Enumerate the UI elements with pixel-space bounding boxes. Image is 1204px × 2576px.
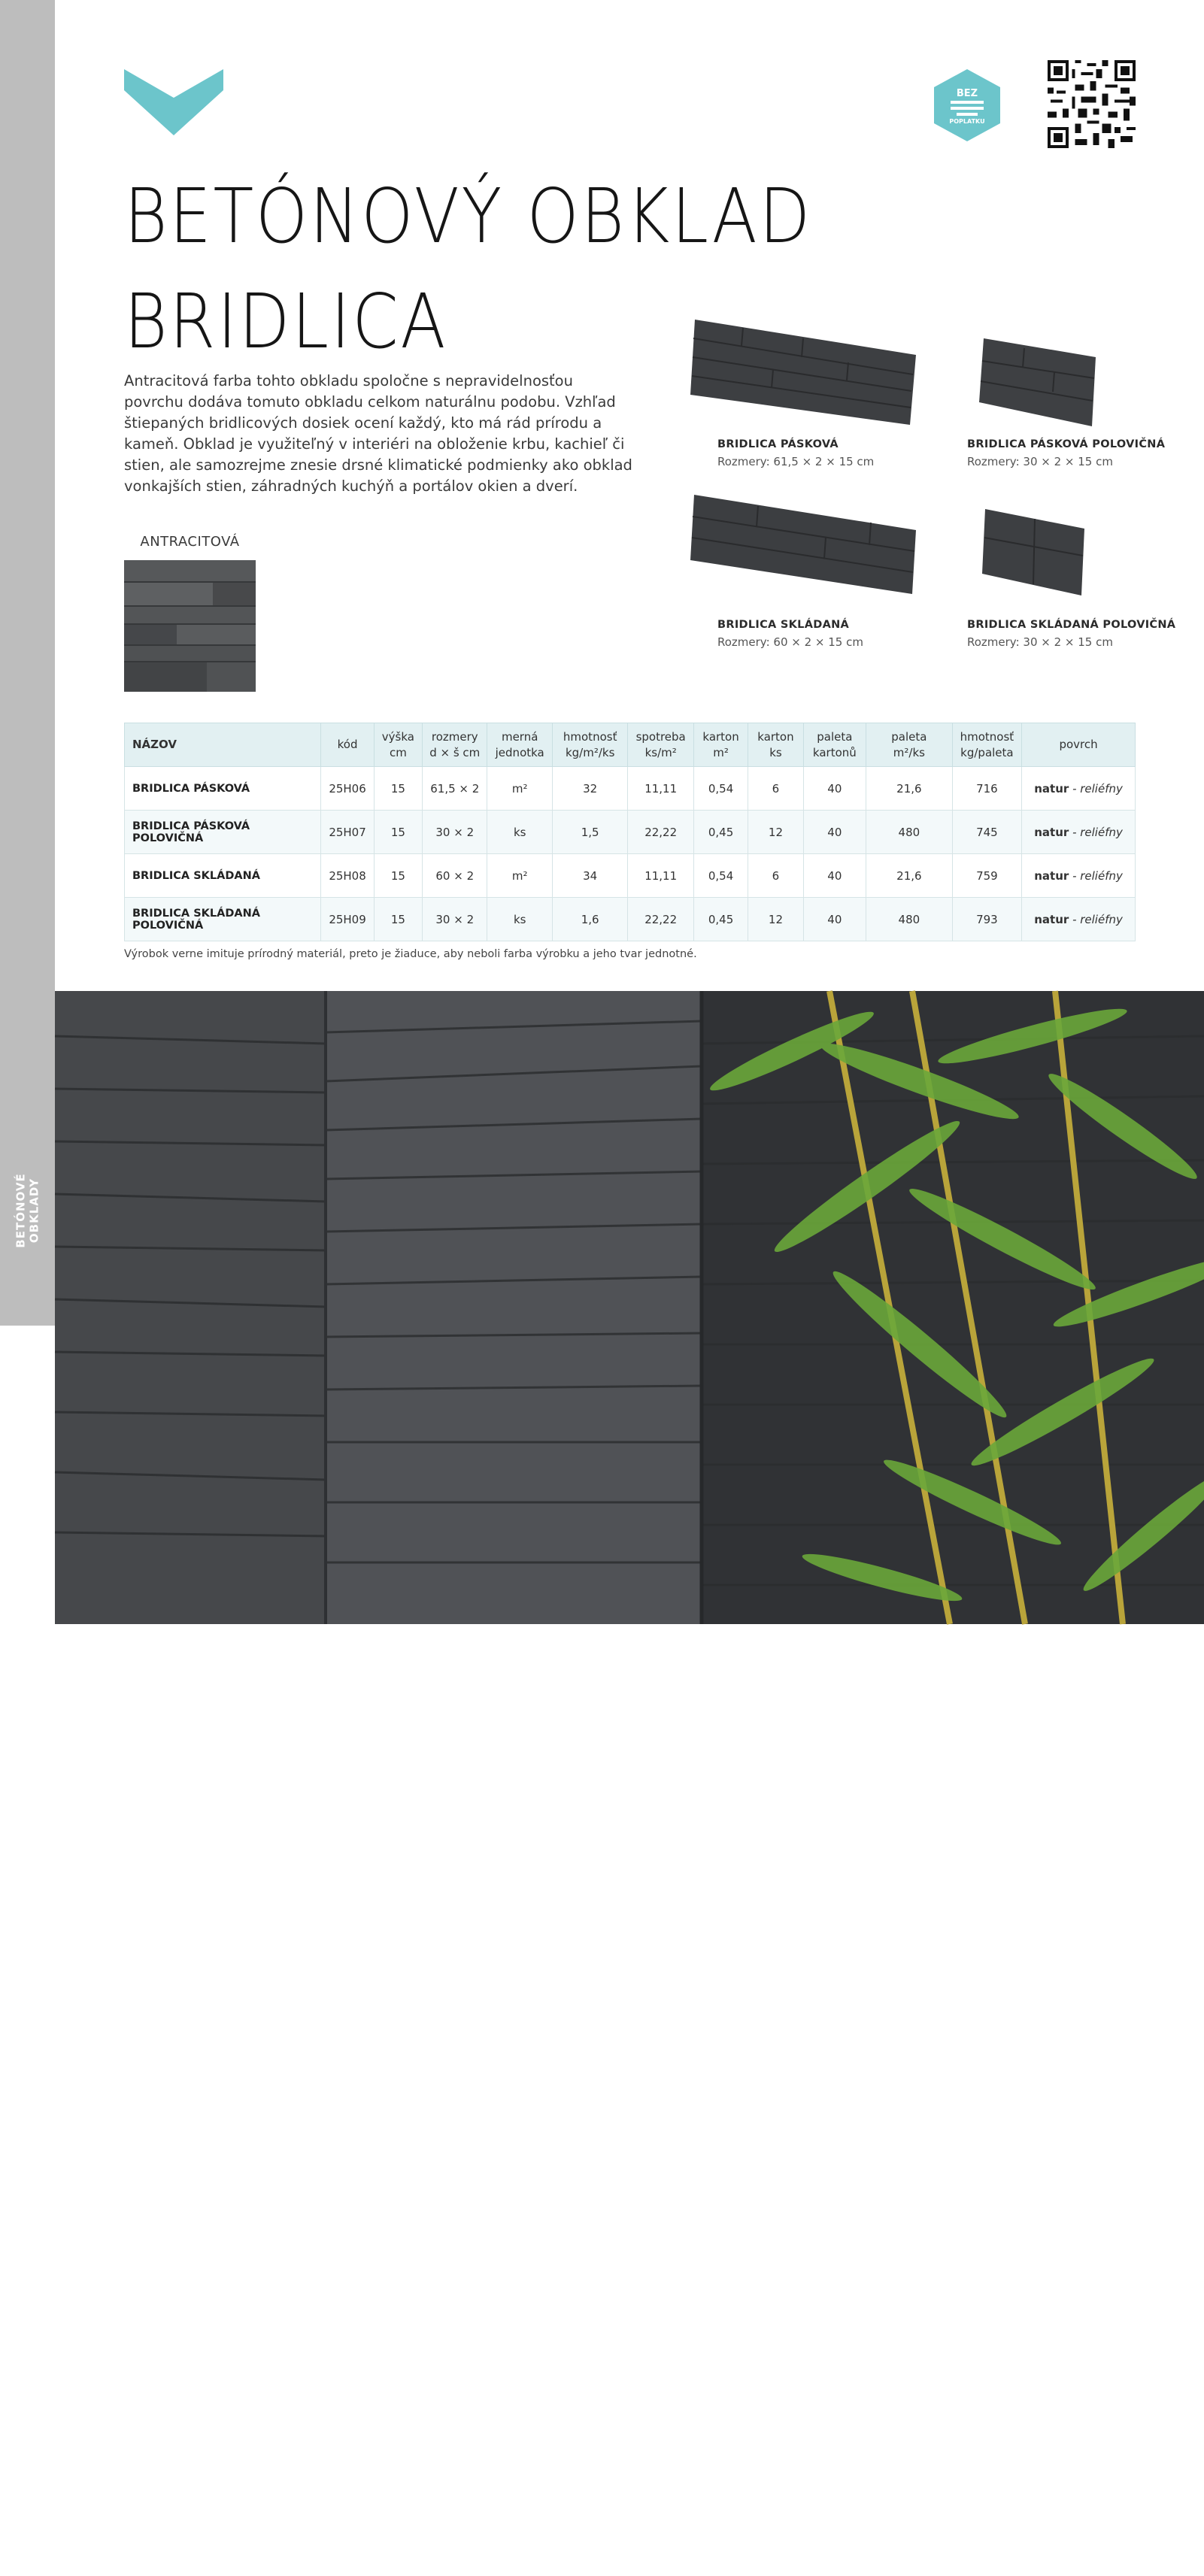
surface-cell: [1022, 898, 1136, 941]
product-name: BRIDLICA PÁSKOVÁ POLOVIČNÁ: [967, 438, 1166, 450]
header-cell: spotreba ks/m²: [628, 723, 693, 767]
table-cell: 15: [374, 898, 422, 941]
table-cell: 30 × 2: [423, 811, 487, 854]
table-cell: 11,11: [628, 854, 693, 898]
header-cell: karton m²: [693, 723, 748, 767]
header-cell: hmotnosť kg/paleta: [952, 723, 1021, 767]
table-cell: 60 × 2: [423, 854, 487, 898]
sidebar-strip: [0, 0, 55, 1326]
product-card: [967, 335, 1182, 474]
table-cell: 793: [952, 898, 1021, 941]
table-cell: 6: [748, 767, 803, 811]
table-row: [125, 898, 1136, 941]
surface-type: natur: [1034, 781, 1069, 796]
product-card: [690, 316, 931, 474]
photo-caption: BRIDLICA PÁSKOVÁ - ANTRACITOVÁ: [831, 2557, 1133, 2576]
product-name: BRIDLICA SKLÁDANÁ POLOVIČNÁ: [967, 619, 1176, 631]
table-row: [125, 854, 1136, 898]
header-cell: hmotnosť kg/m²/ks: [552, 723, 628, 767]
table-cell: 12: [748, 898, 803, 941]
header-cell: výška cm: [374, 723, 422, 767]
table-header-row: [125, 723, 1136, 767]
table-cell: 745: [952, 811, 1021, 854]
disclaimer-note: Výrobok verne imituje prírodný materiál, preto je žiaduce, aby neboli farba výrobku a jeho tvar jednotné.: [124, 948, 697, 960]
product-card: [690, 492, 931, 654]
surface-cell: [1022, 811, 1136, 854]
table-cell: 0,45: [693, 898, 748, 941]
product-image: [982, 508, 1087, 598]
swatch-label: ANTRACITOVÁ: [140, 534, 240, 550]
product-dims: Rozmery: 30 × 2 × 15 cm: [967, 455, 1113, 468]
surface-detail: - reliéfny: [1069, 868, 1123, 883]
page-number: 208: [124, 2557, 156, 2576]
table-cell: 6: [748, 854, 803, 898]
table-cell: 32: [552, 767, 628, 811]
surface-detail: - reliéfny: [1069, 825, 1123, 839]
header-cell: kód: [321, 723, 374, 767]
sidebar-label-line1: BETÓNOVÉ: [14, 1173, 28, 1248]
table-cell: 11,11: [628, 767, 693, 811]
product-dims: Rozmery: 61,5 × 2 × 15 cm: [717, 455, 875, 468]
table-cell: ks: [487, 811, 552, 854]
surface-type: natur: [1034, 868, 1069, 883]
qr-code-icon[interactable]: [1048, 60, 1136, 148]
table-cell: 15: [374, 854, 422, 898]
table-cell: 15: [374, 767, 422, 811]
table-cell: 25H06: [321, 767, 374, 811]
header-cell: karton ks: [748, 723, 803, 767]
brand-chevron-icon: [124, 69, 223, 135]
surface-cell: [1022, 854, 1136, 898]
badge-text-bottom: POPLATKU: [949, 118, 985, 125]
table-cell: 40: [803, 811, 866, 854]
header-cell: povrch: [1022, 723, 1136, 767]
table-cell: 0,54: [693, 854, 748, 898]
product-image: [690, 492, 920, 598]
spec-table: [124, 723, 1136, 941]
table-cell: 15: [374, 811, 422, 854]
table-cell: ks: [487, 898, 552, 941]
product-image: [690, 316, 920, 429]
surface-detail: - reliéfny: [1069, 912, 1123, 926]
table-row: [125, 811, 1136, 854]
table-cell: 22,22: [628, 811, 693, 854]
table-cell: 34: [552, 854, 628, 898]
table-cell: m²: [487, 854, 552, 898]
table-row: [125, 767, 1136, 811]
product-photo: [55, 991, 1204, 2576]
row-name-cell: BRIDLICA PÁSKOVÁ: [125, 767, 321, 811]
table-cell: 40: [803, 854, 866, 898]
table-cell: 0,45: [693, 811, 748, 854]
table-cell: 480: [866, 898, 953, 941]
product-image: [979, 335, 1099, 429]
table-cell: 12: [748, 811, 803, 854]
table-cell: 25H08: [321, 854, 374, 898]
surface-type: natur: [1034, 912, 1069, 926]
color-swatch-image: [124, 560, 256, 692]
surface-cell: [1022, 767, 1136, 811]
sidebar-label-line2: OBKLADY: [27, 1177, 41, 1244]
sidebar-section-label: [0, 1135, 55, 1286]
table-cell: 30 × 2: [423, 898, 487, 941]
no-fee-badge-icon: [934, 69, 1000, 141]
surface-detail: - reliéfny: [1069, 781, 1123, 796]
table-cell: 25H07: [321, 811, 374, 854]
product-name: BRIDLICA SKLÁDANÁ: [717, 619, 850, 631]
header-cell: NÁZOV: [125, 723, 321, 767]
table-cell: 25H09: [321, 898, 374, 941]
product-dims: Rozmery: 60 × 2 × 15 cm: [717, 635, 863, 649]
table-cell: 759: [952, 854, 1021, 898]
row-name-cell: BRIDLICA PÁSKOVÁ POLOVIČNÁ: [125, 811, 321, 854]
table-cell: 716: [952, 767, 1021, 811]
product-name: BRIDLICA PÁSKOVÁ: [717, 438, 839, 450]
table-cell: 480: [866, 811, 953, 854]
table-cell: 61,5 × 2: [423, 767, 487, 811]
table-cell: 0,54: [693, 767, 748, 811]
header-cell: merná jednotka: [487, 723, 552, 767]
header-cell: paleta m²/ks: [866, 723, 953, 767]
product-dims: Rozmery: 30 × 2 × 15 cm: [967, 635, 1113, 649]
row-name-cell: BRIDLICA SKLÁDANÁ POLOVIČNÁ: [125, 898, 321, 941]
table-cell: 22,22: [628, 898, 693, 941]
product-card: [967, 508, 1185, 654]
header-cell: rozmery d × š cm: [423, 723, 487, 767]
table-cell: 21,6: [866, 854, 953, 898]
row-name-cell: BRIDLICA SKLÁDANÁ: [125, 854, 321, 898]
table-cell: 1,5: [552, 811, 628, 854]
title-line1: BETÓNOVÝ OBKLAD: [124, 172, 812, 260]
table-cell: 40: [803, 898, 866, 941]
header-cell: paleta kartonů: [803, 723, 866, 767]
table-cell: 40: [803, 767, 866, 811]
table-cell: 21,6: [866, 767, 953, 811]
badge-text-top: BEZ: [956, 88, 978, 99]
table-cell: m²: [487, 767, 552, 811]
title-line2: BRIDLICA: [124, 277, 448, 365]
intro-paragraph: Antracitová farba tohto obkladu spoločne s nepravidelnosťou povrchu dodáva tomuto obkladu celkom naturálnu podobu. Vzhľad štiepaných bridlicových dosiek ocení každý, kto má rád prírodu a kameň. Obklad je využiteľný v interiéri na obloženie krbu, kachieľ či stien, ale samozrejme znesie drsné klimatické podmienky ako obklad vonkajších stien, záhradných kuchýň a portálov okien a dverí.: [124, 372, 632, 495]
surface-type: natur: [1034, 825, 1069, 839]
table-cell: 1,6: [552, 898, 628, 941]
